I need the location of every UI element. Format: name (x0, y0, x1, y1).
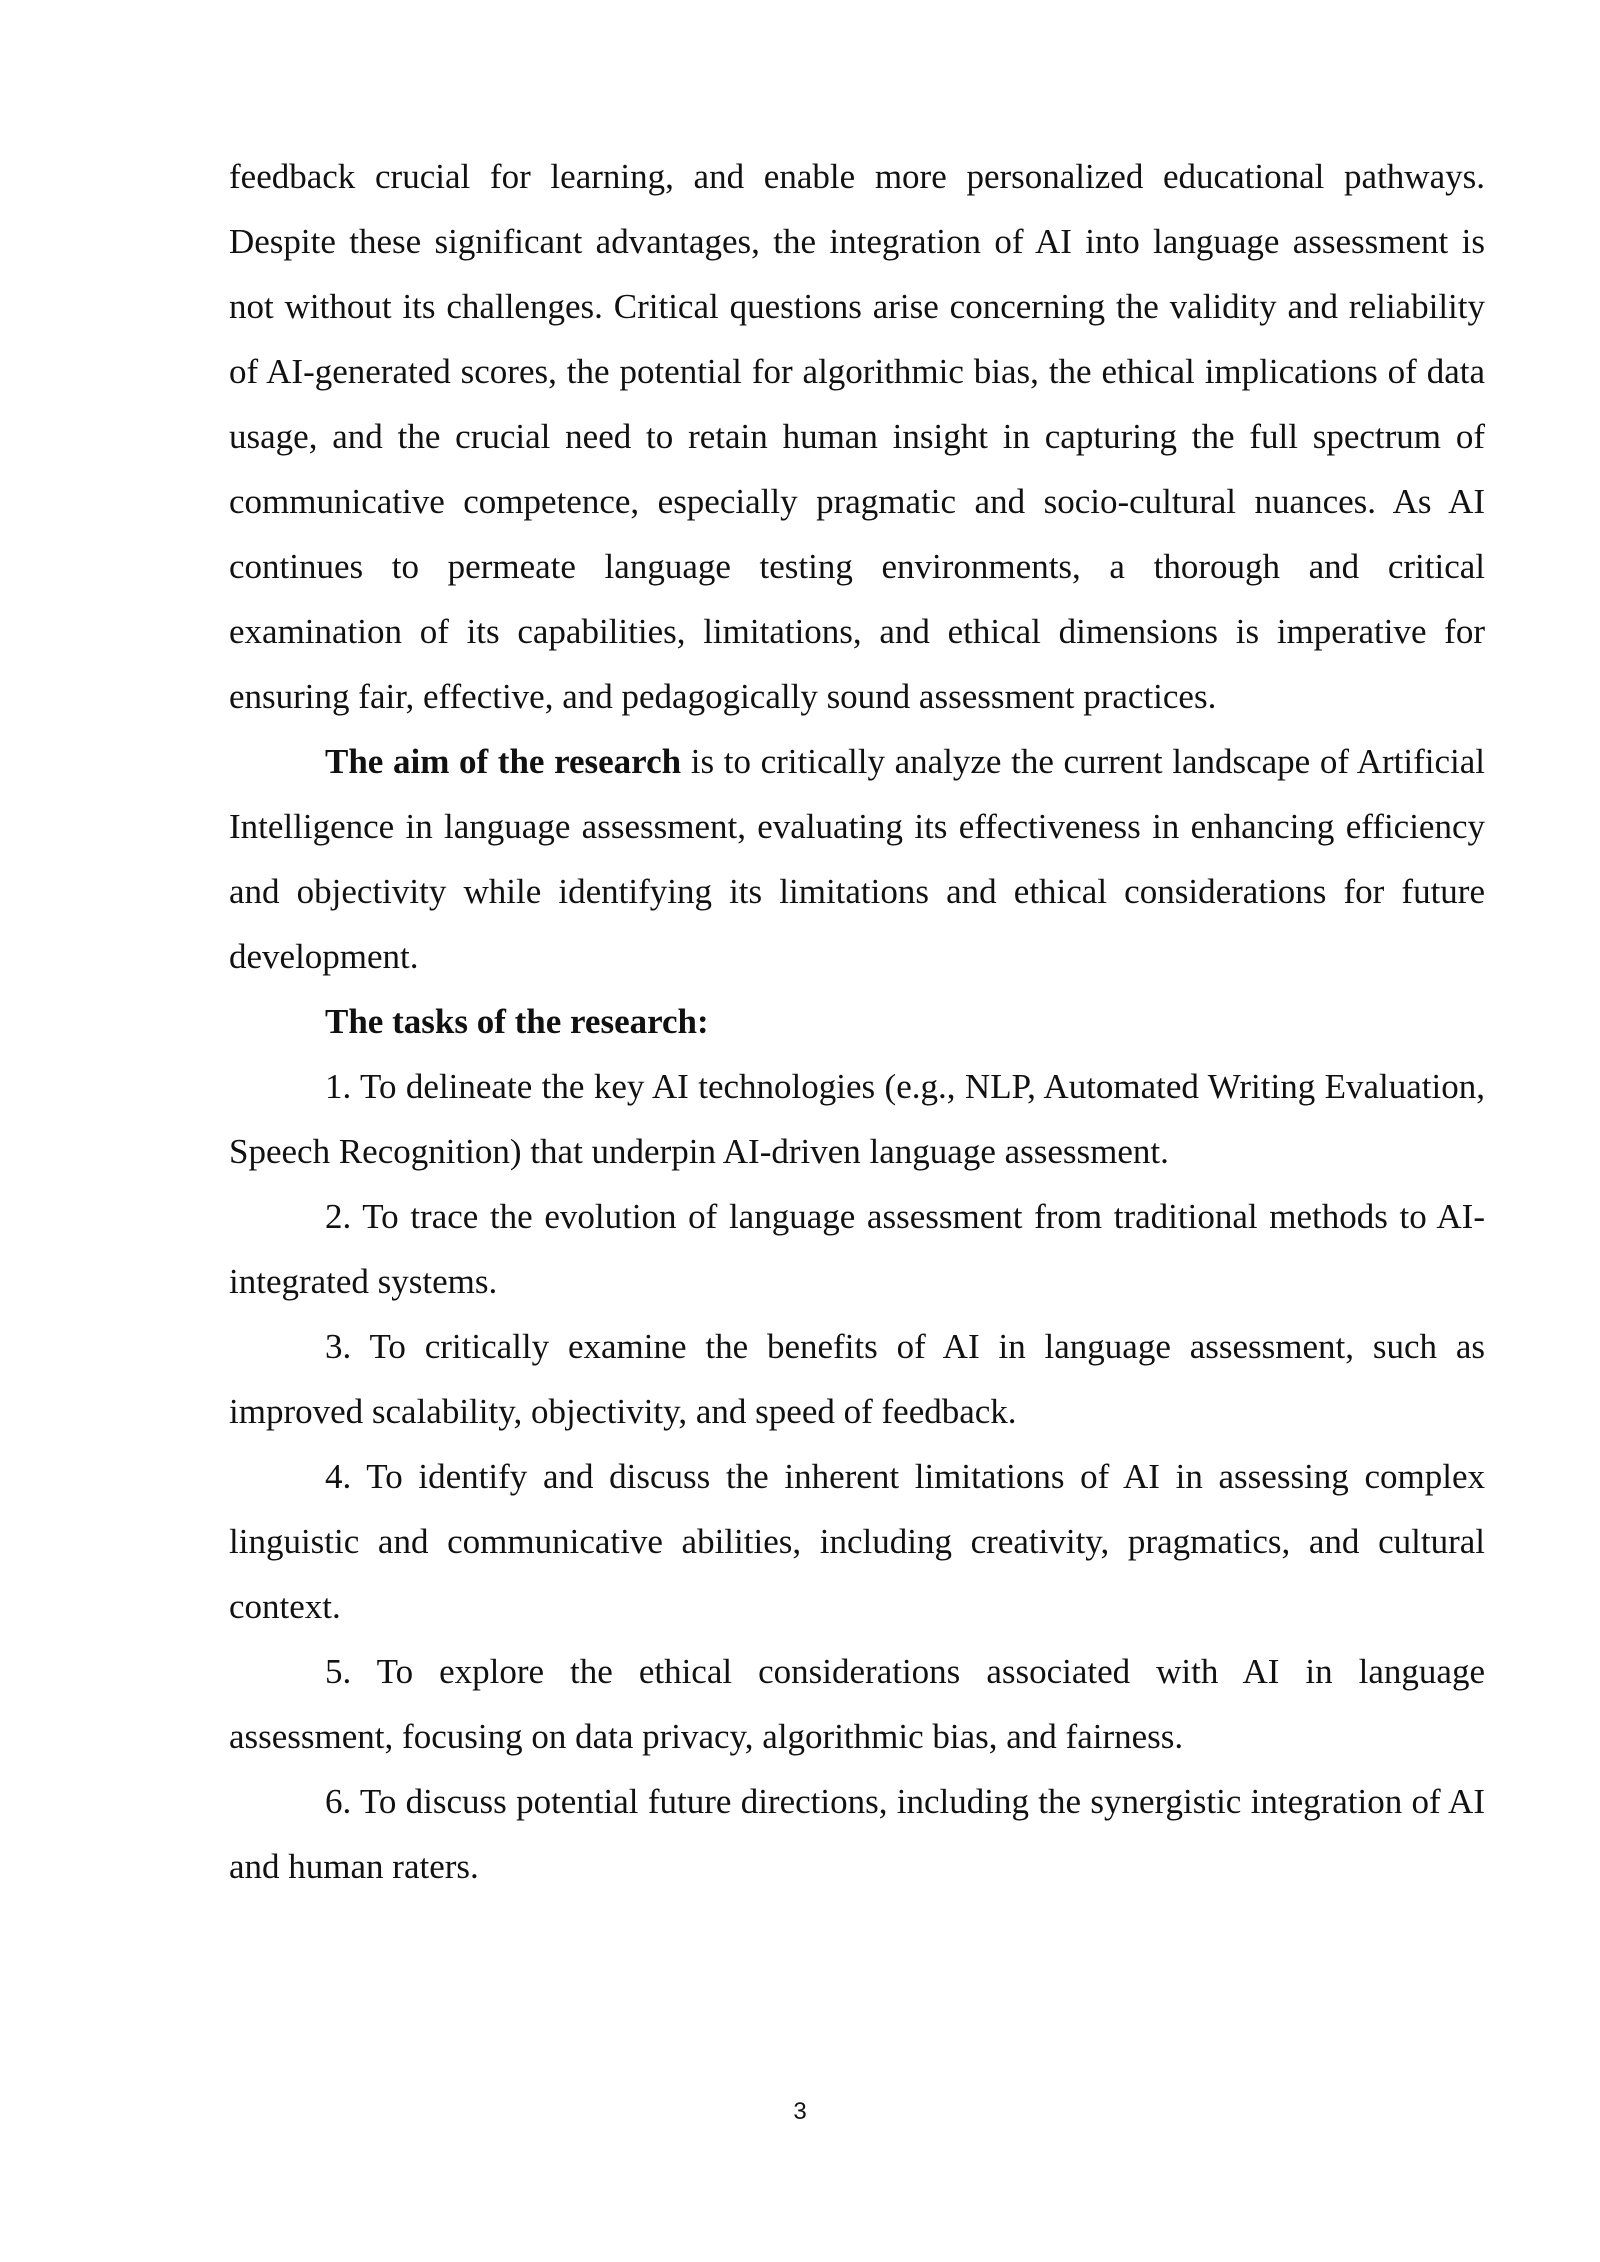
tasks-heading: The tasks of the research: (325, 1002, 709, 1041)
task-item-1: 1. To delineate the key AI technologies (e.g., NLP, Automated Writing Evaluation, Speech Recognition) that underpin AI-driven language assessment. (229, 1067, 1485, 1171)
task-item-3: 3. To critically examine the benefits of AI in language assessment, such as improved scalability, objectivity, and speed of feedback. (229, 1327, 1485, 1431)
aim-text: is to critically analyze the current landscape of Artificial Intelligence in language assessment, evaluating its effectiveness in enhancing efficiency and objectivity while identifying its limitations and ethical considerations for future development. (229, 742, 1485, 976)
task-item-2: 2. To trace the evolution of language assessment from traditional methods to AI-integrated systems. (229, 1197, 1485, 1301)
task-item-6: 6. To discuss potential future directions, including the synergistic integration of AI and human raters. (229, 1782, 1485, 1886)
aim-paragraph (229, 729, 1485, 989)
task-item-4: 4. To identify and discuss the inherent limitations of AI in assessing complex linguistic and communicative abilities, including creativity, pragmatics, and cultural context. (229, 1457, 1485, 1626)
continuation-paragraph: feedback crucial for learning, and enable more personalized educational pathways. Despite these significant advantages, the integration of AI into language assessment is not without its challenges. Critical questions arise concerning the validity and reliability of AI-generated scores, the potential for algorithmic bias, the ethical implications of data usage, and the crucial need to retain human insight in capturing the full spectrum of communicative competence, especially pragmatic and socio-cultural nuances. As AI continues to permeate language testing environments, a thorough and critical examination of its capabilities, limitations, and ethical dimensions is imperative for ensuring fair, effective, and pedagogically sound assessment practices. (229, 157, 1485, 716)
page-number: 3 (793, 2098, 807, 2125)
body-text (229, 144, 1485, 1899)
task-item-5: 5. To explore the ethical considerations associated with AI in language assessment, focusing on data privacy, algorithmic bias, and fairness. (229, 1652, 1485, 1756)
aim-label: The aim of the research (325, 742, 682, 781)
